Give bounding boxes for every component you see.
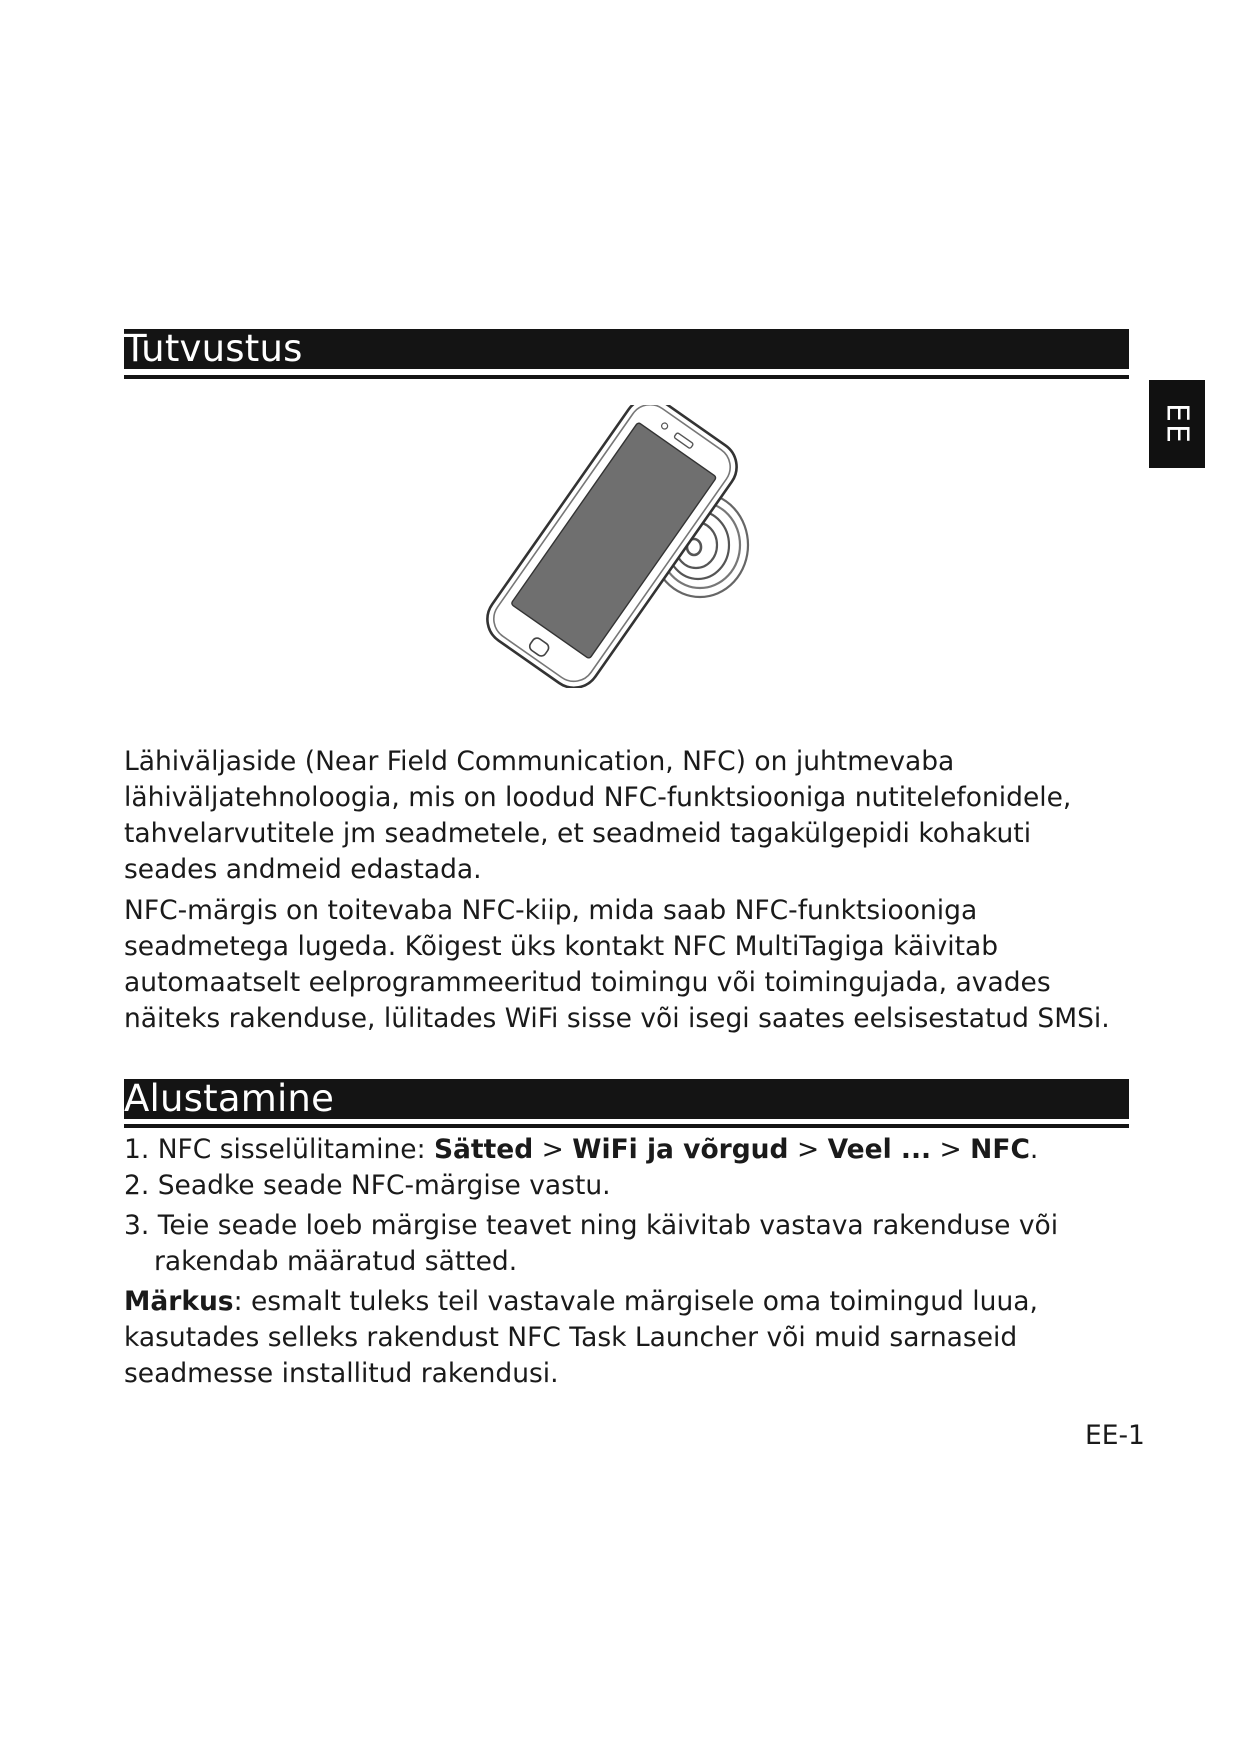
settings-path-wifi-networks: WiFi ja võrgud (572, 1134, 789, 1165)
section-header-intro (124, 329, 1129, 369)
intro-paragraph-2: NFC-märgis on toitevaba NFC-kiip, mida saab NFC-funktsiooniga seadmetega lugeda. Kõigest üks kontakt NFC MultiTagiga käivitab automaatselt eelprogrammeeritud toimingu või toimingujada, avades näiteks rakenduse, lülitades WiFi sisse või isegi saates eelsisestatud SMSi. (124, 895, 1110, 1034)
language-tab-label: EE (1159, 403, 1195, 445)
phone-touching-nfc-tag-icon (472, 405, 790, 688)
section-rule-intro (124, 375, 1129, 379)
settings-path-settings: Sätted (433, 1134, 534, 1165)
section-rule-start (124, 1124, 1129, 1128)
step-1: 1. NFC sisselülitamine: Sätted > WiFi ja võrgud > Veel ... > NFC. (124, 1134, 1039, 1165)
intro-paragraph-1: Lähiväljaside (Near Field Communication, NFC) on juhtmevaba lähiväljatehnoloogia, mis on loodud NFC-funktsiooniga nutitelefonidele, tahvelarvutitele jm seadmetele, et seadmeid tagakülgepidi kohakuti seades andmeid edastada. (124, 746, 1072, 885)
page-number: EE-1 (1085, 1420, 1145, 1451)
note-paragraph (124, 1284, 1134, 1392)
language-tab (1149, 380, 1205, 468)
step-3: 3. Teie seade loeb märgise teavet ning käivitab vastava rakenduse või rakendab määratud sätted. (124, 1210, 1059, 1277)
section-title-start: Alustamine (124, 1077, 335, 1120)
phone-nfc-illustration (472, 405, 790, 688)
note-label: Märkus (124, 1286, 234, 1317)
settings-path-nfc: NFC (970, 1134, 1030, 1165)
steps-list (124, 1132, 1134, 1280)
step-2: 2. Seadke seade NFC-märgise vastu. (124, 1170, 611, 1201)
note-text: : esmalt tuleks teil vastavale märgisele oma toimingud luua, kasutades selleks rakendust NFC Task Launcher või muid sarnaseid seadmesse installitud rakendusi. (124, 1286, 1038, 1389)
section-header-start (124, 1079, 1129, 1119)
section-title-intro: Tutvustus (124, 327, 303, 370)
settings-path-more: Veel ... (827, 1134, 932, 1165)
